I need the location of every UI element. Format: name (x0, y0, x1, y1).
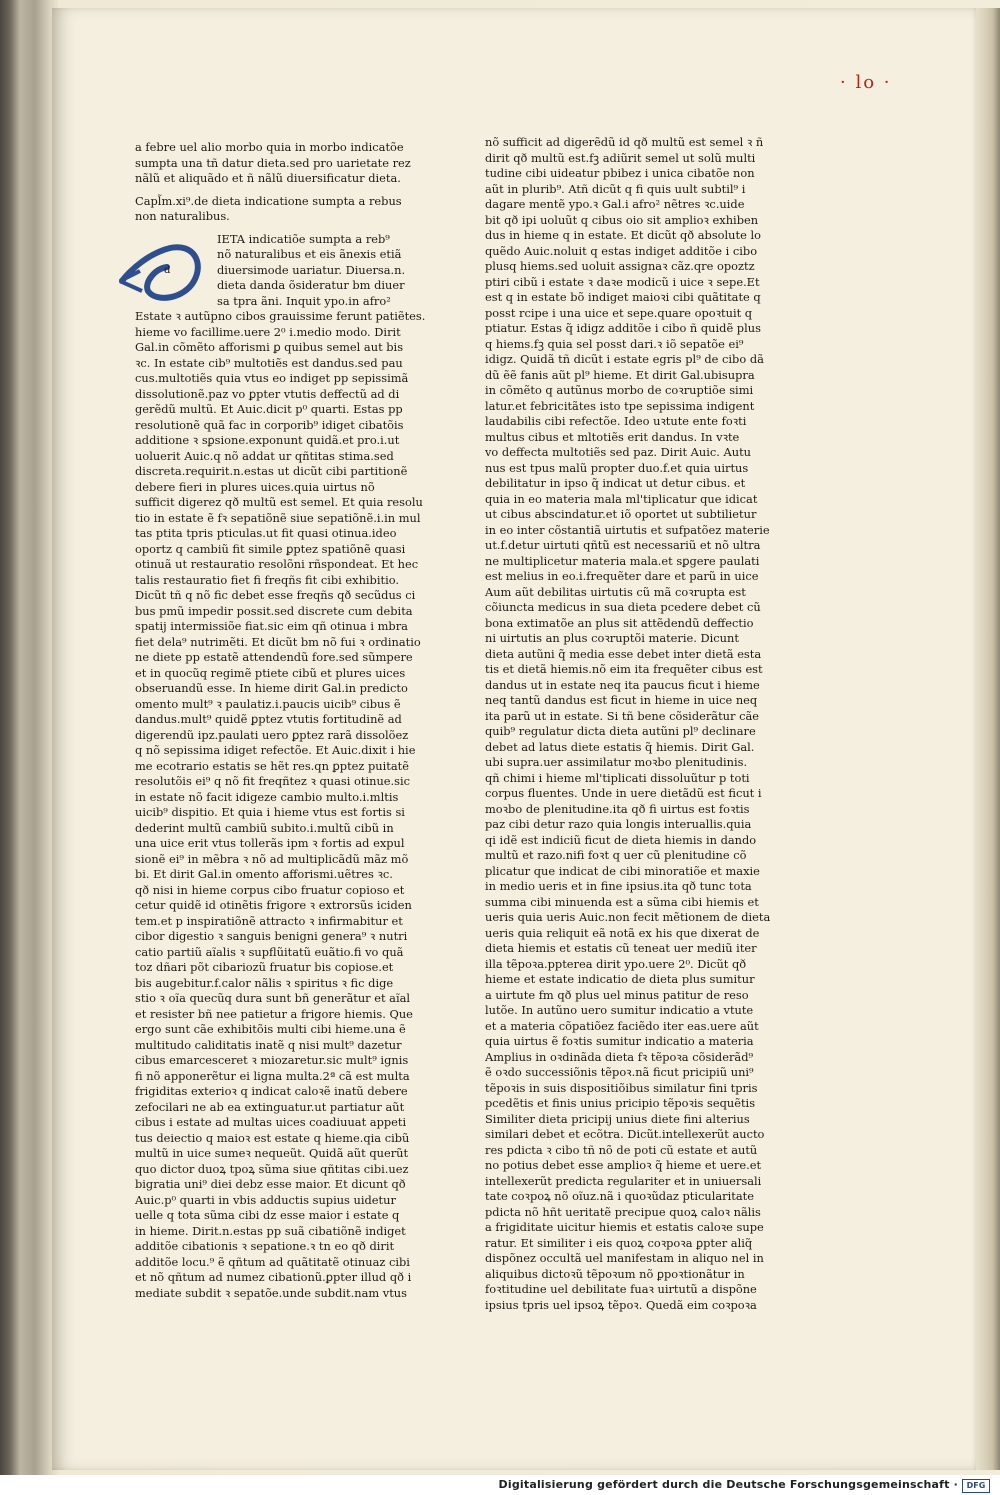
text-line: bis augebitur.f.calor nãlis ꝛ spiritus ꝛ fic dige (135, 975, 394, 990)
text-line: res pdicta ꝛ cibo tñ nõ de poti cũ estate et autũ (485, 1142, 758, 1157)
text-line: intellexerũt predicta regulariter et in uniuersali (485, 1173, 762, 1188)
text-line: uoluerit Auic.q nõ addat ur qñtitas stima.sed (135, 448, 394, 463)
text-line: gerẽdũ multũ. Et Auic.dicit p⁰ quarti. Estas pp (135, 402, 403, 416)
text-line: resolutionẽ quã fac in corporib⁹ idiget cibatõis (135, 417, 404, 432)
text-line: tudine cibi uideatur pbibez i unica cibatõe non (485, 166, 755, 180)
footer-bar (0, 1475, 1000, 1495)
text-line: ne diete pp estatẽ attendendũ fore.sed sũmpere (135, 650, 413, 664)
text-line: debet ad latus diete estatis q̃ hiemis. Dirit Gal. (485, 739, 755, 754)
text-line: paz cibi detur razo quia longis interuallis.quia (485, 817, 752, 831)
text-line: corpus fluentes. Unde in uere dietãdũ est ficut i (485, 786, 762, 800)
text-line: additõe locu.⁹ ẽ qñtum ad quãtitatẽ otinuaz cibi (135, 1254, 410, 1269)
text-line: oportz q cambiũ fit simile ꝑptez spatiõnẽ quasi (135, 541, 406, 556)
text-line: multus cibus et mltotiẽs erit dandus. In vꝛte (485, 429, 740, 444)
text-line: hieme et estate indicatio de dieta plus sumitur (485, 972, 755, 986)
text-line: dagare mentẽ ypo.ꝛ Gal.i afro² nẽtres ꝛc.uide (485, 197, 745, 211)
spacer (135, 225, 400, 232)
text-line: multũ et razo.nifi foꝛt q uer cũ plenitudine cõ (485, 848, 747, 862)
text-line: dus in hieme q in estate. Et dicũt qð absolute lo (485, 228, 761, 242)
text-line: IETA indicatiõe sumpta a reb⁹ (217, 231, 390, 246)
text-line: similari debet et ecõtra. Dicũt.intellexerũt aucto (485, 1127, 765, 1141)
text-line: tem.et p inspiratiõnẽ attracto ꝛ infirmabitur et (135, 913, 403, 928)
text-line: dederint multũ cambiũ subito.i.multũ cibũ in (135, 820, 394, 835)
text-line: resolutõis ei⁹ q nõ fit freqñtez ꝛ quasi otinue.sic (135, 774, 411, 788)
text-line: ne multiplicetur materia mala.et sꝑgere paulati (485, 553, 760, 568)
initial-d-icon (112, 233, 202, 303)
text-line: tas ptita tpris pticulas.ut fit quasi otinua.ideo (135, 526, 397, 540)
text-line: et a materia cõpatiõez faciẽdo iter eas.uere aũt (485, 1018, 759, 1033)
text-line: Dicũt tñ q nõ fic debet esse freqñs qð secũdus ci (135, 588, 416, 602)
text-line: bigratia uni⁹ diei debz esse maior. Et dicunt qð (135, 1177, 406, 1191)
text-line: q hiems.fꝫ quia sel posst dari.ꝛ iõ sepatõe ei⁹ (485, 336, 744, 351)
text-line: otinuã ut restauratio resolõni rñspondeat. Et hec (135, 557, 419, 571)
text-line: est q in estate bõ indiget maioꝛi cibi quãtitate q (485, 290, 761, 304)
text-line: ẽ oꝛdo successiõnis tẽpoꝛ.nã ficut pricipiũ uni⁹ (485, 1065, 754, 1079)
text-line: foꝛtitudine uel debilitate fuaꝛ uirtutũ a dispõne (485, 1282, 757, 1296)
text-line: quia uirtus ẽ foꝛtis sumitur indicatio a materia (485, 1034, 754, 1048)
text-line: tate coꝛpoꝝ nõ oĩuz.nã i quoꝛũdaz pticularitate (485, 1189, 754, 1203)
text-line: ratur. Et similiter i eis quoꝝ coꝛpoꝛa ꝑpter aliq̃ (485, 1235, 753, 1250)
text-line: neq tantũ dandus est ficut in hieme in uice neq (485, 693, 758, 707)
text-line: dissolutionẽ.paz vo ꝑpter vtutis deffectũ ad di (135, 386, 400, 401)
text-line: vo deffecta multotiẽs sed paz. Dirit Auic. Autu (485, 445, 751, 459)
folio-number: · lo · (840, 72, 892, 93)
text-line: sufficit digerez qð multũ est semel. Et quia resolu (135, 495, 423, 509)
text-line: me ecotrario estatis se hẽt res.qn ꝑptez puitatẽ (135, 758, 409, 773)
text-line: cetur quidẽ id otinẽtis frigore ꝛ extrorsũs iciden (135, 898, 412, 912)
text-line: tus deiectio q maioꝛ est estate q hieme.qia cibũ (135, 1130, 410, 1145)
text-line: quia in eo materia mala ml'tiplicatur que idicat (485, 491, 758, 506)
text-line: aliquibus dictoꝛũ tẽpoꝛum nõ ꝑpoꝛtionãtur in (485, 1266, 745, 1281)
text-line: laudabilis cibi refectõe. Ideo uꝛtute ente foꝛti (485, 414, 747, 428)
text-line: ptiri cibũ i estate ꝛ daꝛe modicũ i uice ꝛ sepe.Et (485, 274, 760, 289)
text-line: latur.et febricitãtes isto tpe sepissima indigent (485, 398, 755, 413)
text-line: idigz. Quidã tñ dicũt i estate egris pl⁹ de cibo dã (485, 352, 764, 366)
text-line: mediate subdit ꝛ sepatõe.unde subdit.nam vtus (135, 1285, 407, 1300)
right-column (485, 135, 771, 1313)
text-line: ut.f.detur uirtuti qñtũ est necessariũ et nõ ultra (485, 538, 761, 552)
text-line: digerendũ ipz.paulati uero ꝑptez rarã dissolõez (135, 727, 409, 742)
text-line: aũt in plurib⁹. Atñ dicũt q fi quis uult subtil⁹ i (485, 181, 746, 196)
text-line: et in quocũq regimẽ ptiete cibũ et plures uices (135, 665, 406, 680)
guide-letter: d (164, 265, 171, 276)
text-line: ut cibus abscindatur.et iõ oportet ut subtilietur (485, 507, 757, 521)
left-column (135, 140, 426, 1301)
page-edge (976, 8, 1000, 1470)
text-line: toz dñari põt cibariozũ fruatur bis copiose.et (135, 960, 394, 974)
text-line: qð nisi in hieme corpus cibo fruatur copioso et (135, 882, 405, 897)
text-line: lutõe. In autũno uero sumitur indicatio a vtute (485, 1003, 754, 1017)
text-line: sa tpra ãni. Inquit ypo.in afro² (217, 293, 391, 308)
text-line: pdicta nõ hñt ueritatẽ precipue quoꝝ caloꝛ nãlis (485, 1204, 761, 1219)
text-line: cibus emarcesceret ꝛ miozaretur.sic mult⁹ ignis (135, 1053, 409, 1067)
text-line: nõ naturalibus et eis ãnexis etiã (217, 247, 402, 261)
text-line: stio ꝛ oĩa quecũq dura sunt bñ generãtur et aĩal (135, 991, 411, 1005)
text-line: dieta danda õsideratur bm diuer (217, 278, 405, 292)
text-line: uicib⁹ dispitio. Et quia i hieme vtus est fortis si (135, 805, 405, 819)
text-line: et nõ qñtum ad numez cibationũ.ꝑpter illud qð i (135, 1270, 412, 1284)
text-line: a frigiditate uicitur hiemis et estatis caloꝛe supe (485, 1220, 764, 1234)
text-line: additõe cibationis ꝛ sepatione.ꝛ tn eo qð dirit (135, 1239, 395, 1253)
text-line: ueris quia reliquit eã notã ex his que dixerat de (485, 925, 760, 940)
text-line: fiet dela⁹ nutrimẽti. Et dicũt bm nõ fui ꝛ ordinatio (135, 634, 421, 649)
text-line: plicatur que indicat de cibi minoratiõe et maxie (485, 863, 760, 878)
text-line: in hieme. Dirit.n.estas pp suã cibatiõnẽ indiget (135, 1223, 406, 1238)
text-line: in estate nõ facit idigeze cambio multo.i.mltis (135, 789, 399, 804)
text-line: cus.multotiẽs quia vtus eo indiget pp sepissimã (135, 371, 409, 385)
text-line: talis restauratio fiet fi freqñs fit cibi exhibitio. (135, 572, 399, 587)
text-line: debilitatur in ipso q̃ indicat ut detur cibus. et (485, 476, 746, 490)
text-line: cõiuncta medicus in sua dieta pcedere debet cũ (485, 600, 761, 614)
text-line: Capl̃m.xi⁹.de dieta indicatione sumpta a rebus (135, 193, 402, 208)
text-line: cibor digestio ꝛ sanguis benigni genera⁹ ꝛ nutri (135, 929, 408, 943)
text-line: posst rcipe i una uice et sepe.quare opoꝛtuit q (485, 305, 753, 320)
text-line: omento mult⁹ ꝛ paulatiz.i.paucis uicib⁹ cibus ẽ (135, 696, 401, 711)
text-line: multitudo caliditatis inatẽ q nisi mult⁹ dazetur (135, 1037, 402, 1052)
text-line: q nõ sepissima idiget refectõe. Et Auic.dixit i hie (135, 743, 416, 757)
text-line: ueris quia ueris Auic.non fecit mẽtionem de dieta (485, 910, 771, 924)
text-line: tẽpoꝛis in suis dispositiõibus similatur fini tpris (485, 1080, 758, 1095)
text-line: dieta hiemis et estatis cũ teneat uer mediũ iter (485, 941, 757, 955)
text-line: ꝛc. In estate cib⁹ multotiẽs est dandus.sed pau (135, 355, 403, 370)
text-line: multũ in uice sumeꝛ nequeũt. Quidã aũt querũt (135, 1146, 409, 1160)
text-line: no potius debet esse amplioꝛ q̃ hieme et uere.et (485, 1158, 762, 1172)
dfg-logo: DFG (962, 1479, 990, 1493)
text-line: Auic.p⁰ quarti in vbis adductis supius uidetur (135, 1192, 396, 1207)
text-line: nãlũ et aliquãdo et ñ nãlũ diuersificatur dieta. (135, 171, 401, 185)
text-line: Similiter dieta pricipij unius diete fini alterius (485, 1111, 750, 1126)
text-line: Estate ꝛ autũpno cibos grauissime ferunt patiẽtes. (135, 309, 426, 323)
text-line: Amplius in oꝛdinãda dieta fꝛ tẽpoꝛa cõsiderãd⁹ (485, 1049, 754, 1064)
text-line: in medio ueris et in fine ipsius.ita qð tunc tota (485, 879, 752, 893)
text-line: non naturalibus. (135, 209, 230, 223)
text-line: in eo inter cõstantiã uirtutis et sufpatõez materie (485, 522, 770, 537)
text-line: sionẽ ei⁹ in mẽbra ꝛ nõ ad multiplicãdũ mãz mõ (135, 851, 409, 866)
text-line: ipsius tpris uel ipsoꝝ tẽpoꝛ. Quedã eim coꝛpoꝛa (485, 1297, 757, 1312)
text-line: a uirtute fm qð plus uel minus patitur de reso (485, 987, 749, 1002)
text-line: spatij intermissiõe fiat.sic eim qñ otinua i mbra (135, 619, 408, 633)
footer-credit: Digitalisierung gefördert durch die Deutsche Forschungsgemeinschaft · (498, 1478, 958, 1491)
text-line: zefocilari ne ab ea extinguatur.ut partiatur aũt (135, 1099, 405, 1114)
text-line: plusq hiems.sed uoluit assignaꝛ cãz.qre opoztz (485, 259, 755, 273)
text-line: uelle q tota sũma cibi dz esse maior i estate q (135, 1208, 400, 1222)
text-line: ni uirtutis an plus coꝛruptõi materie. Dicunt (485, 631, 739, 645)
text-line: tis et dietã hiemis.nõ eim ita frequẽter cibus est (485, 662, 763, 676)
text-line: dandus ut in estate neq ita paucus ficut i hieme (485, 677, 760, 692)
text-line: additione ꝛ sꝑsione.exponunt quidã.et pro.i.ut (135, 433, 400, 447)
text-line: quib⁹ regulatur dicta dieta autũni pl⁹ declinare (485, 724, 756, 738)
text-line: dandus.mult⁹ quidẽ ꝑptez vtutis fortitudinẽ ad (135, 712, 402, 726)
text-line: ergo sunt cãe exhibitõis multi cibi hieme.una ẽ (135, 1022, 406, 1036)
text-line: hieme vo facillime.uere 2⁰ i.medio modo. Dirit (135, 324, 401, 339)
text-line: ubi supra.uer assimilatur moꝛbo plenitudinis. (485, 755, 748, 769)
text-line: summa cibi minuenda est a sũma cibi hiemis et (485, 894, 759, 909)
text-line: dũ ẽẽ fanis aũt pl⁹ hieme. Et dirit Gal.ubisupra (485, 367, 755, 382)
text-line: dirit qð multũ est.fꝫ adiũrit semel ut solũ multi (485, 150, 756, 165)
spacer (135, 187, 400, 194)
decorated-initial (112, 233, 202, 303)
text-line: et resister bñ nee patietur a frigore hiemis. Que (135, 1006, 413, 1021)
text-line: catio partiũ aĩalis ꝛ supflũitatũ euãtio.fi vo quã (135, 944, 404, 959)
text-line: ita parũ ut in estate. Si tñ bene cõsiderãtur cãe (485, 708, 759, 723)
text-line: est melius in eo.i.frequẽter dare et parũ in uice (485, 569, 759, 583)
text-line: qñ chimi i hieme ml'tiplicati dissoluũtur p toti (485, 770, 750, 785)
text-line: moꝛbo de plenitudine.ita qð fi uirtus est foꝛtis (485, 801, 750, 816)
text-line: dieta autũni q̃ media esse debet inter dietã esta (485, 646, 762, 661)
text-line: bit qð ipi uoluũt q cibus oio sit amplioꝛ exhiben (485, 212, 759, 227)
text-line: quẽdo Auic.noluit q estas indiget additõe i cibo (485, 243, 758, 258)
text-line: bus pmũ impedir possit.sed discrete cum debita (135, 603, 413, 618)
text-line: fi nõ apponerẽtur ei ligna multa.2ª cã est multa (135, 1068, 410, 1083)
text-line: bi. Et dirit Gal.in omento afforismi.uẽtres ꝛc. (135, 867, 393, 881)
text-line: ptiatur. Estas q̃ idigz additõe i cibo ñ quidẽ plus (485, 321, 761, 335)
text-line: obseruandũ esse. In hieme dirit Gal.in predicto (135, 681, 408, 695)
text-line: qi idẽ est indiciũ ficut de dieta hiemis in dando (485, 832, 757, 847)
text-line: frigiditas exterioꝛ q indicat caloꝛẽ inatũ debere (135, 1084, 408, 1098)
text-line: cibus i estate ad multas uices coadiuuat appeti (135, 1115, 407, 1129)
text-line: Aum aũt debilitas uirtutis cũ mã coꝛrupta est (485, 584, 746, 599)
text-line: Gal.in cõmẽto afforismi ꝑ quibus semel aut bis (135, 340, 404, 354)
text-line: pcedẽtis et finis unius pricipio tẽpoꝛis sequẽtis (485, 1096, 756, 1110)
text-line: nõ sufficit ad digerẽdũ id qð multũ est semel ꝛ ñ (485, 135, 764, 149)
text-line: dispõnez occultã uel manifestam in aliquo nel in (485, 1251, 764, 1265)
text-line: discreta.requirit.n.estas ut dicũt cibi partitionẽ (135, 464, 408, 478)
text-line: nus est tpus malũ propter duo.f.et quia uirtus (485, 460, 749, 475)
text-line: a febre uel alio morbo quia in morbo indicatõe (135, 140, 404, 154)
text-line: quo dictor duoꝝ tpoꝝ sũma siue qñtitas cibi.uez (135, 1161, 409, 1176)
text-line: tio in estate ẽ fꝛ sepatiõnẽ siue sepatiõnẽ.i.in mul (135, 510, 421, 525)
text-line: sumpta una tñ datur dieta.sed pro uarietate rez (135, 155, 411, 170)
text-line: bona extimatõe an plus sit attẽdendũ deffectio (485, 615, 754, 630)
text-line: in cõmẽto q autũnus morbo de coꝛruptiõe simi (485, 383, 754, 397)
text-line: debere fieri in plures uices.quia uirtus nõ (135, 479, 375, 494)
text-line: illa tẽpoꝛa.ppterea dirit ypo.uere 2⁰. Dicũt qð (485, 956, 747, 971)
text-line: una uice erit vtus tollerãs ipm ꝛ fortis ad expul (135, 836, 405, 850)
text-line: diuersimode uariatur. Diuersa.n. (217, 262, 406, 277)
